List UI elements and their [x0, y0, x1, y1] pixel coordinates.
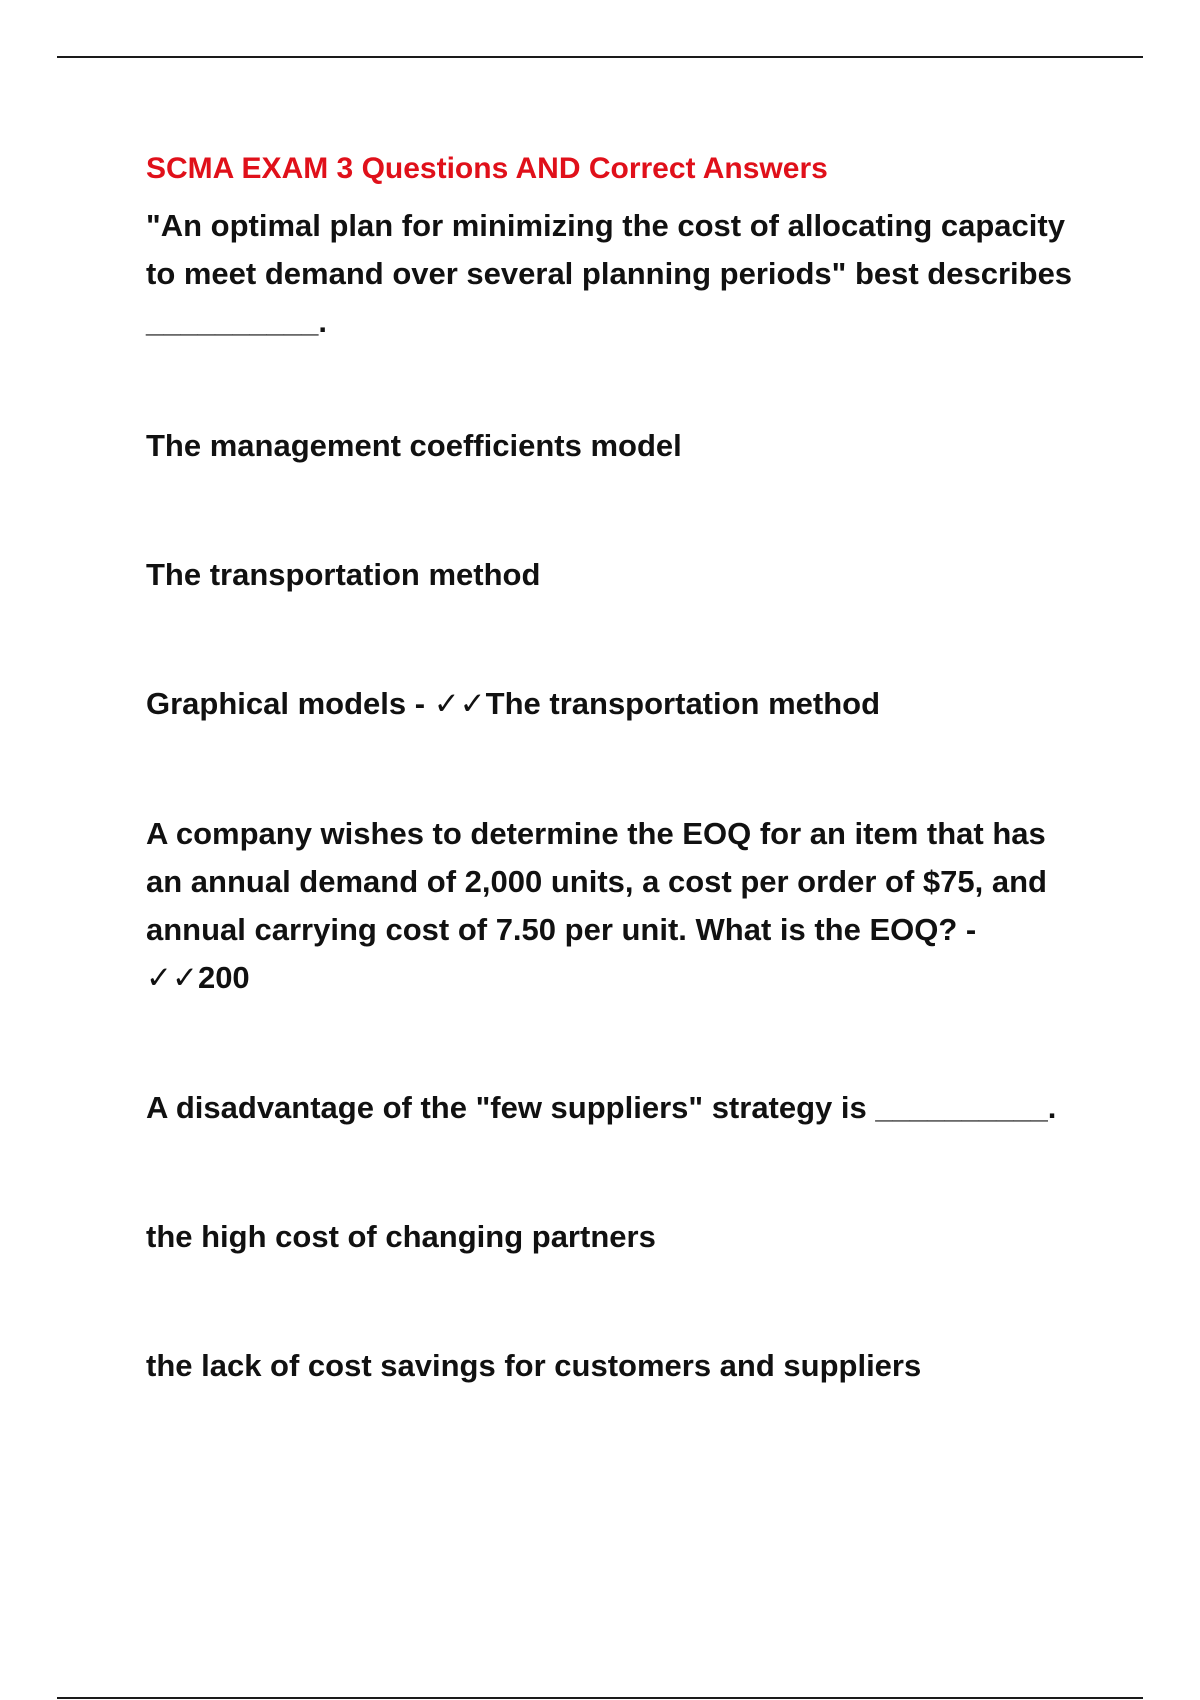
double-check-icon: ✓✓: [146, 960, 198, 996]
document-title: SCMA EXAM 3 Questions AND Correct Answers: [146, 152, 828, 185]
question-1-answer: The transportation method: [485, 686, 881, 721]
question-1-line-3: __________.: [146, 304, 328, 339]
question-2-line-2: an annual demand of 2,000 units, a cost per order of $75, and: [146, 864, 1047, 899]
question-1-option-2: The transportation method: [146, 557, 541, 592]
question-2-answer: 200: [197, 960, 250, 995]
question-2: [146, 810, 1106, 1002]
question-1-option-1: The management coefficients model: [146, 428, 682, 463]
question-1-line-1: "An optimal plan for minimizing the cost of allocating capacity: [146, 208, 1065, 243]
bottom-rule: [57, 1697, 1143, 1699]
question-2-line-3: annual carrying cost of 7.50 per unit. What is the EOQ? -: [146, 912, 977, 947]
question-3-option-2: the lack of cost savings for customers and suppliers: [146, 1348, 922, 1383]
question-3-option-1: the high cost of changing partners: [146, 1219, 656, 1254]
question-2-answer-line: [146, 954, 1106, 1002]
question-1-option-3-text: Graphical models -: [146, 686, 434, 721]
question-3: A disadvantage of the "few suppliers" strategy is __________.: [146, 1090, 1057, 1125]
top-rule: [57, 56, 1143, 58]
double-check-icon: ✓✓: [433, 686, 486, 722]
question-2-line-1: A company wishes to determine the EOQ for an item that has: [146, 816, 1046, 851]
question-1-line-2: to meet demand over several planning periods" best describes: [146, 256, 1073, 291]
document-body: [146, 146, 1106, 1390]
question-1-option-3: [146, 680, 1106, 728]
question-1: [146, 202, 1106, 346]
